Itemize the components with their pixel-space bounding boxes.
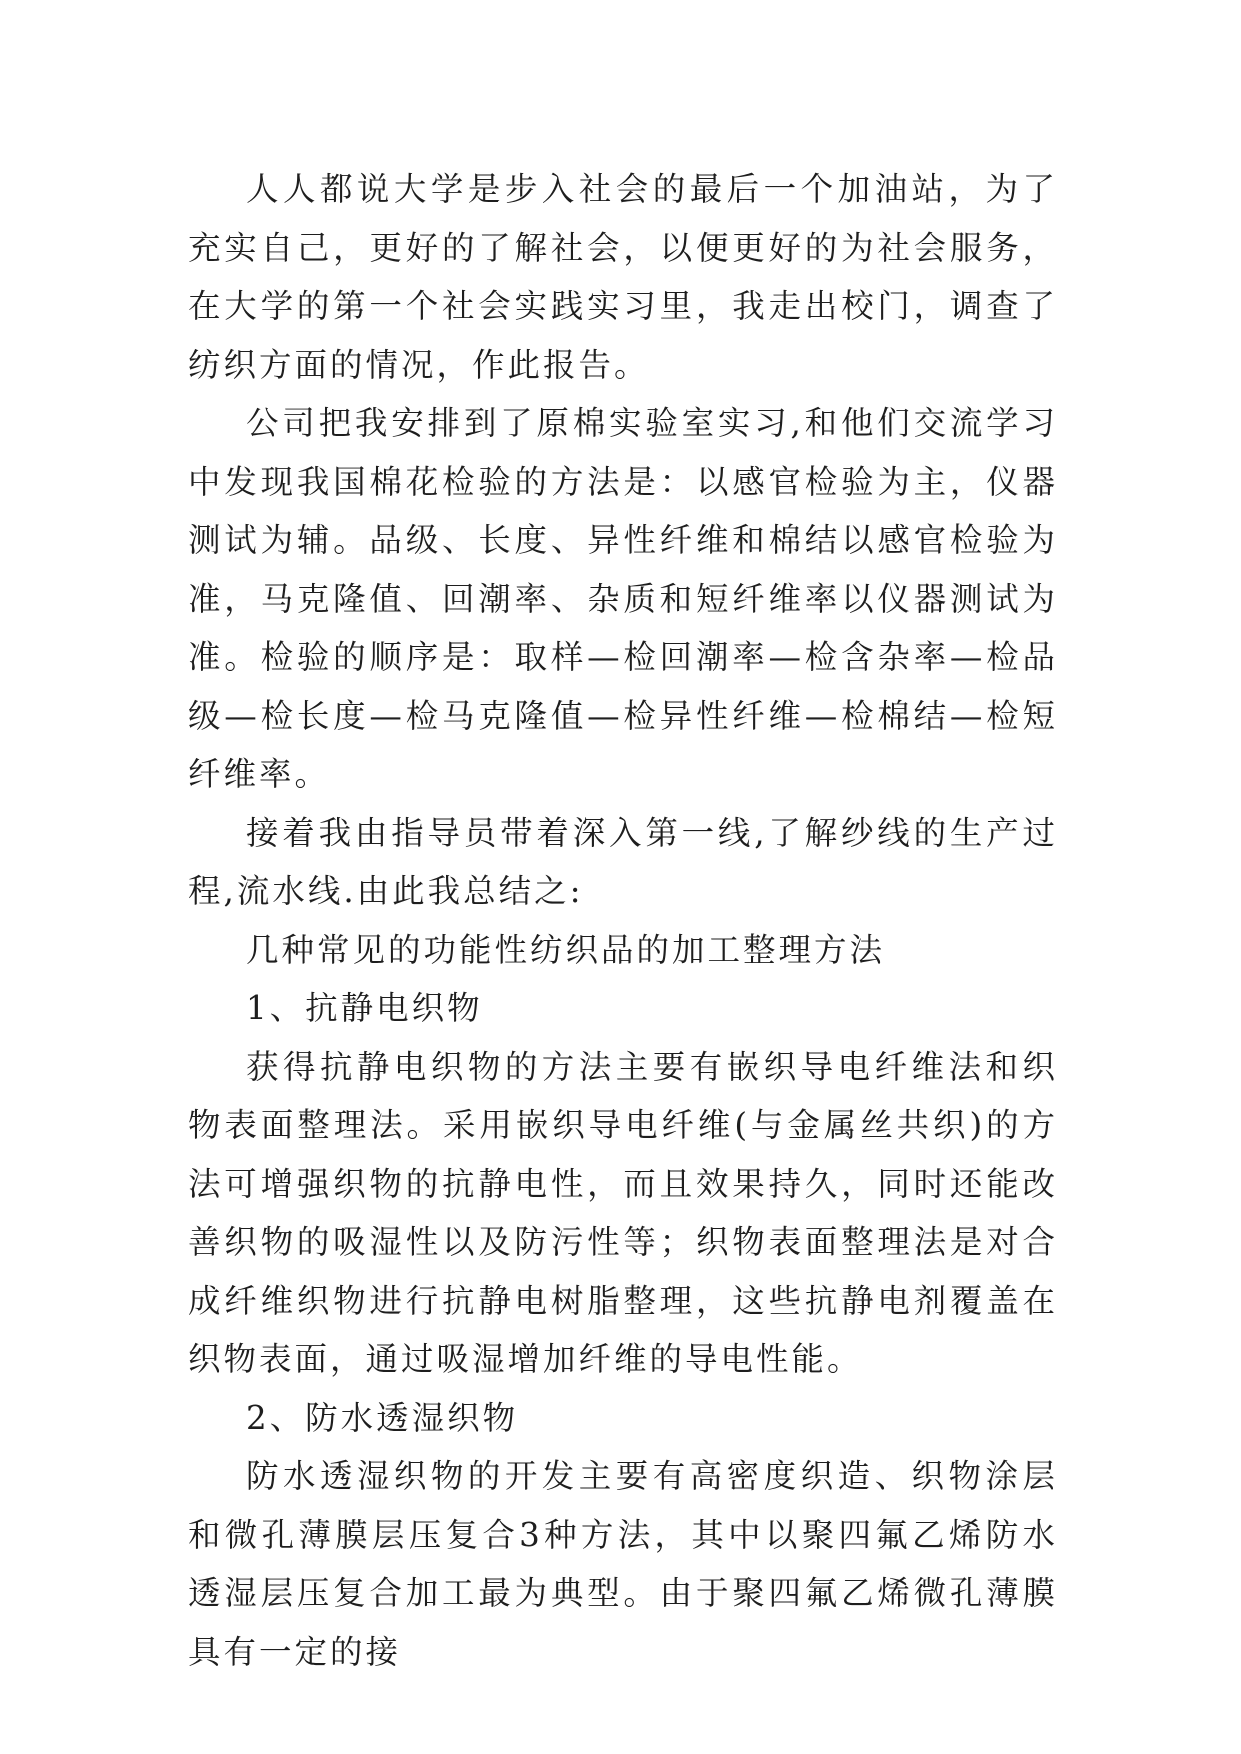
document-body bbox=[188, 160, 1058, 1681]
paragraph-antistatic: 获得抗静电织物的方法主要有嵌织导电纤维法和织物表面整理法。采用嵌织导电纤维(与金属丝共织)的方法可增强织物的抗静电性，而且效果持久，同时还能改善织物的吸湿性以及防污性等；织物表面整理法是对合成纤维织物进行抗静电树脂整理，这些抗静电剂覆盖在织物表面，通过吸湿增加纤维的导电性能。 bbox=[188, 1047, 1058, 1378]
subsection-heading-waterproof: 2、防水透湿织物 bbox=[246, 1398, 519, 1437]
paragraph-waterproof: 防水透湿织物的开发主要有高密度织造、织物涂层和微孔薄膜层压复合3种方法，其中以聚四氟乙烯防水透湿层压复合加工最为典型。由于聚四氟乙烯微孔薄膜具有一定的接 bbox=[188, 1457, 1058, 1671]
paragraph-cotton-testing: 公司把我安排到了原棉实验室实习,和他们交流学习中发现我国棉花检验的方法是：以感官检验为主，仪器测试为辅。品级、长度、异性纤维和棉结以感官检验为准，马克隆值、回潮率、杂质和短纤维率以仪器测试为准。检验的顺序是：取样—检回潮率—检含杂率—检品级—检长度—检马克隆值—检异性纤维—检棉结—检短纤维率。 bbox=[188, 404, 1058, 793]
paragraph-intro: 人人都说大学是步入社会的最后一个加油站，为了充实自己，更好的了解社会，以便更好的为社会服务，在大学的第一个社会实践实习里，我走出校门，调查了纺织方面的情况，作此报告。 bbox=[188, 170, 1058, 384]
section-title: 几种常见的功能性纺织品的加工整理方法 bbox=[246, 930, 886, 969]
subsection-heading-antistatic: 1、抗静电织物 bbox=[246, 989, 483, 1027]
paragraph-production-line: 接着我由指导员带着深入第一线,了解纱线的生产过程,流水线.由此我总结之: bbox=[188, 813, 1058, 910]
